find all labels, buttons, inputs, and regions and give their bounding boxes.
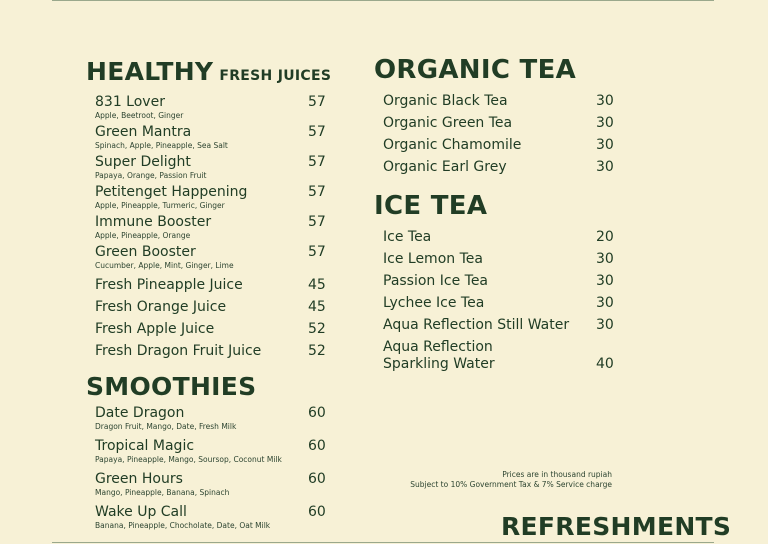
juices-title: HEALTHY — [86, 57, 214, 86]
menu-item: Tropical Magic Papaya, Pineapple, Mango, Soursop, Coconut Milk — [95, 438, 282, 464]
menu-item-price: 45 — [308, 299, 326, 315]
menu-item-price: 30 — [596, 251, 614, 267]
menu-item: Wake Up Call Banana, Pineapple, Chocholate, Date, Oat Milk — [95, 504, 271, 530]
menu-item: Fresh Apple Juice — [95, 321, 215, 337]
menu-item: Ice Lemon Tea — [383, 251, 483, 267]
top-divider — [52, 0, 714, 1]
menu-item-price: 60 — [308, 438, 326, 454]
menu-item-price: 45 — [308, 277, 326, 293]
menu-item-price: 20 — [596, 229, 614, 245]
section-title-ice-tea: ICE TEA — [374, 191, 488, 221]
section-title-juices — [86, 57, 331, 86]
section-title-smoothies: SMOOTHIES — [86, 372, 257, 401]
menu-item-price: 30 — [596, 273, 614, 289]
menu-item: Passion Ice Tea — [383, 273, 489, 289]
menu-item-price: 30 — [596, 137, 614, 153]
menu-item-price: 60 — [308, 471, 326, 487]
menu-item: Petitenget Happening Apple, Pineapple, Turmeric, Ginger — [95, 184, 248, 210]
section-title-organic-tea: ORGANIC TEA — [374, 55, 577, 85]
menu-item: Fresh Orange Juice — [95, 299, 227, 315]
menu-item: Organic Chamomile — [383, 137, 522, 153]
menu-item: Green Hours Mango, Pineapple, Banana, Spinach — [95, 471, 230, 497]
menu-item-price: 52 — [308, 321, 326, 337]
menu-item-price: 30 — [596, 115, 614, 131]
bottom-divider — [52, 542, 714, 543]
menu-item-price: 60 — [308, 405, 326, 421]
footer-title: REFRESHMENTS — [501, 512, 732, 541]
price-note: Prices are in thousand rupiah Subject to 10% Government Tax & 7% Service charge — [410, 470, 612, 489]
juices-subtitle: FRESH JUICES — [219, 68, 332, 84]
menu-item: Aqua Reflection Sparkling Water — [383, 339, 495, 372]
menu-item-price: 52 — [308, 343, 326, 359]
menu-item: Fresh Dragon Fruit Juice — [95, 343, 262, 359]
menu-item: Super Delight Papaya, Orange, Passion Fruit — [95, 154, 207, 180]
menu-item-price: 30 — [596, 93, 614, 109]
menu-item: Organic Earl Grey — [383, 159, 507, 175]
menu-item: Organic Black Tea — [383, 93, 508, 109]
menu-item-price: 40 — [596, 356, 614, 372]
menu-item-price: 57 — [308, 244, 326, 260]
menu-item-price: 60 — [308, 504, 326, 520]
menu-item-price: 30 — [596, 317, 614, 333]
menu-item: Green Mantra Spinach, Apple, Pineapple, Sea Salt — [95, 124, 228, 150]
menu-item-price: 57 — [308, 154, 326, 170]
menu-item-price: 30 — [596, 295, 614, 311]
menu-item: Immune Booster Apple, Pineapple, Orange — [95, 214, 212, 240]
menu-item: Date Dragon Dragon Fruit, Mango, Date, Fresh Milk — [95, 405, 237, 431]
menu-item-price: 57 — [308, 124, 326, 140]
menu-item-price: 57 — [308, 94, 326, 110]
menu-item: Lychee Ice Tea — [383, 295, 485, 311]
menu-item: Ice Tea — [383, 229, 432, 245]
menu-item: Aqua Reflection Still Water — [383, 317, 570, 333]
menu-item-price: 57 — [308, 184, 326, 200]
menu-item-price: 30 — [596, 159, 614, 175]
menu-item: Fresh Pineapple Juice — [95, 277, 243, 293]
menu-item: Organic Green Tea — [383, 115, 513, 131]
menu-item: Green Booster Cucumber, Apple, Mint, Ginger, Lime — [95, 244, 234, 270]
menu-item-price: 57 — [308, 214, 326, 230]
menu-item: 831 Lover Apple, Beetroot, Ginger — [95, 94, 184, 120]
